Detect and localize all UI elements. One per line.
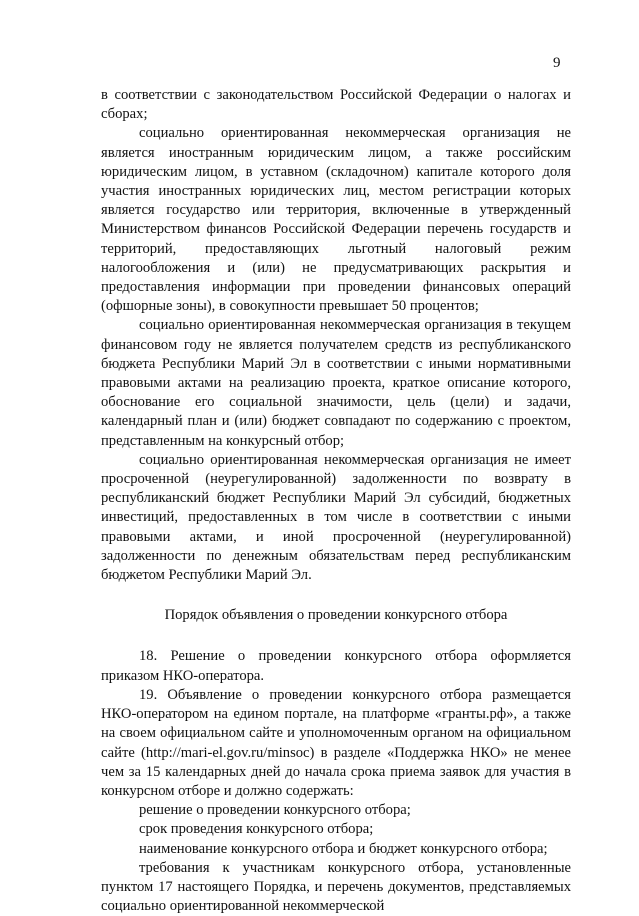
document-body <box>101 86 571 916</box>
paragraph: требования к участникам конкурсного отбора, установленные пунктом 17 настоящего Порядка, и перечень документов, представляемых социально ориентированной некоммерческой <box>101 859 571 915</box>
paragraph: социально ориентированная некоммерческая организация не имеет просроченной (неурегулированной) задолженности по возврату в республиканский бюджет Республики Марий Эл субсидий, бюджетных инвестиций, предоставленных в том числе в соответствии с иными правовыми актами, и иной просроченной (неурегулированной) задолженности по денежным обязательствам перед республиканским бюджетом Республики Марий Эл. <box>101 451 571 584</box>
list-item: решение о проведении конкурсного отбора; <box>139 802 411 819</box>
paragraph-18: 18. Решение о проведении конкурсного отбора оформляется приказом НКО-оператора. <box>101 648 571 684</box>
paragraph: социально ориентированная некоммерческая организация не является иностранным юридическим лицом, а также российским юридическим лицом, в уставном (складочном) капитале которого доля участия иностранных юридических лиц, местом регистрации которых является государство или территория, включенные в утвержденный Министерством финансов Российской Федерации перечень государств и территорий, предоставляющих льготный налоговый режим налогообложения и (или) не предусматривающих раскрытия и предоставления информации при проведении финансовых операций (офшорные зоны), в совокупности превышает 50 процентов; <box>101 125 571 315</box>
list-item: срок проведения конкурсного отбора; <box>139 821 374 838</box>
list-item: наименование конкурсного отбора и бюджет конкурсного отбора; <box>139 840 548 857</box>
paragraph: в соответствии с законодательством Российской Федерации о налогах и сборах; <box>101 87 571 123</box>
section-heading: Порядок объявления о проведении конкурсного отбора <box>164 607 508 624</box>
paragraph: социально ориентированная некоммерческая организация в текущем финансовом году не является получателем средств из республиканского бюджета Республики Марий Эл в соответствии с иными нормативными правовыми актами на реализацию проекта, краткое описание которого, обоснование его социальной значимости, цель (цели) и задачи, календарный план и (или) бюджет совпадают по содержанию с проектом, представленным на конкурсный отбор; <box>101 317 571 449</box>
page-number: 9 <box>553 55 561 71</box>
paragraph-19: 19. Объявление о проведении конкурсного отбора размещается НКО-оператором на едином портале, на платформе «гранты.рф», а также на своем официальном сайте и уполномоченным органом на официальном сайте (http://mari-el.gov.ru/minsoc) в разделе «Поддержка НКО» не менее чем за 15 календарных дней до начала срока приема заявок для участия в конкурсном отборе и должно содержать: <box>101 686 571 799</box>
